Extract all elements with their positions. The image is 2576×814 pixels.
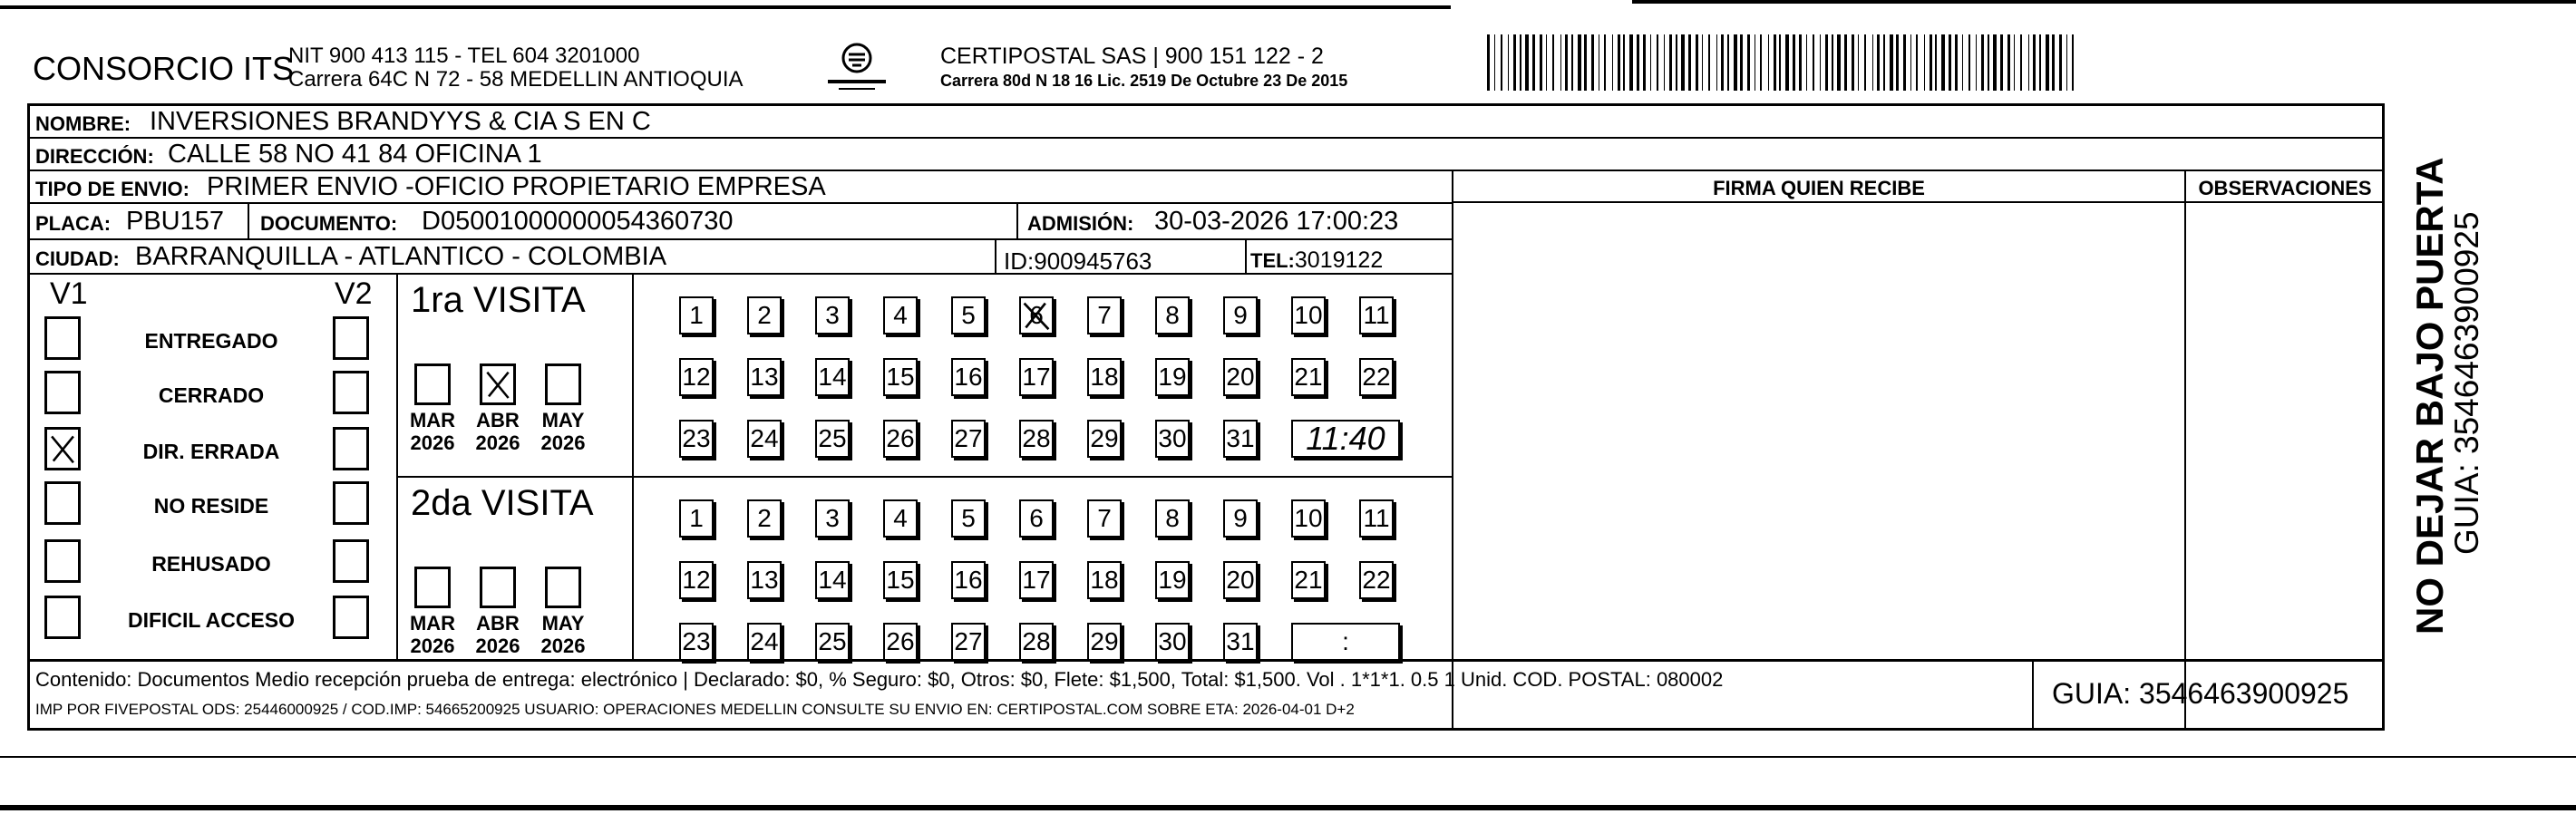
day-number: 31: [1226, 627, 1255, 655]
day-number: 24: [750, 424, 779, 452]
day-number: 21: [1294, 363, 1323, 391]
day-box[interactable]: [1019, 358, 1054, 396]
day-box[interactable]: [1019, 561, 1054, 599]
day-number: 15: [886, 363, 915, 391]
day-box[interactable]: [1087, 499, 1122, 538]
day-box[interactable]: [1359, 358, 1394, 396]
day-number: 18: [1090, 566, 1119, 594]
day-number: 7: [1097, 301, 1112, 329]
day-box[interactable]: [1155, 420, 1190, 458]
day-number: 23: [682, 424, 711, 452]
status-option-label: NO RESIDE: [153, 494, 269, 518]
visit2-title: 2da VISITA: [411, 483, 594, 523]
v2-checkbox[interactable]: [333, 481, 369, 525]
top-rule-right: [1632, 0, 2576, 4]
day-box[interactable]: [747, 623, 782, 661]
v1-checkbox[interactable]: [44, 427, 81, 470]
month-year: 2026: [540, 431, 586, 455]
time-value: 11:40: [1306, 420, 1385, 457]
day-box[interactable]: [747, 420, 782, 458]
month-name: ABR: [476, 612, 520, 635]
observaciones-label: OBSERVACIONES: [2198, 177, 2372, 199]
status-option-label: DIR. ERRADA: [142, 440, 280, 463]
month-label: [471, 612, 525, 658]
month-checkbox[interactable]: [545, 363, 581, 405]
day-number: 4: [893, 504, 908, 532]
footer-imp-line: IMP POR FIVEPOSTAL ODS: 25446000925 / COD.IMP: 54665200925 USUARIO: OPERACIONES MEDELLIN CONSULTE SU ENVIO EN: CERTIPOSTAL.COM SOBRE ETA: 2026-04-01 D+2: [35, 701, 1355, 718]
day-box[interactable]: [1019, 499, 1054, 538]
day-box[interactable]: [815, 623, 850, 661]
day-number: 1: [689, 504, 704, 532]
v2-checkbox[interactable]: [333, 371, 369, 414]
day-box[interactable]: [951, 561, 986, 599]
company-address: Carrera 64C N 72 - 58 MEDELLIN ANTIOQUIA: [288, 67, 744, 92]
day-number: 14: [818, 363, 847, 391]
month-year: 2026: [475, 431, 520, 455]
day-box[interactable]: [747, 561, 782, 599]
day-box[interactable]: [1155, 296, 1190, 334]
day-number: 12: [682, 363, 711, 391]
day-box[interactable]: [883, 499, 918, 538]
admision-label: ADMISIÓN:: [1027, 212, 1134, 235]
ciudad-row: [30, 240, 1452, 275]
day-number: 14: [818, 566, 847, 594]
day-box[interactable]: [1087, 623, 1122, 661]
day-number: 19: [1158, 566, 1187, 594]
day-box[interactable]: [1223, 358, 1258, 396]
day-box[interactable]: [883, 296, 918, 334]
day-number: 29: [1090, 424, 1119, 452]
day-box[interactable]: [1019, 623, 1054, 661]
day-number: 25: [818, 424, 847, 452]
day-box[interactable]: [1155, 499, 1190, 538]
day-box[interactable]: [1223, 623, 1258, 661]
day-box[interactable]: [1087, 358, 1122, 396]
month-checkbox[interactable]: [414, 363, 451, 405]
day-number: 7: [1097, 504, 1112, 532]
day-number: 4: [893, 301, 908, 329]
tel-label: TEL:: [1250, 249, 1295, 272]
documento-value: D05001000000054360730: [422, 207, 734, 236]
month-name: ABR: [476, 409, 520, 431]
day-box[interactable]: [1155, 561, 1190, 599]
v2-checkbox[interactable]: [333, 596, 369, 639]
day-box[interactable]: [679, 296, 714, 334]
day-number: 16: [954, 566, 983, 594]
day-box[interactable]: [1223, 561, 1258, 599]
day-number: 23: [682, 627, 711, 655]
id-label: ID:: [1004, 247, 1035, 275]
day-box[interactable]: [747, 499, 782, 538]
day-box[interactable]: [951, 499, 986, 538]
day-number: 10: [1294, 301, 1323, 329]
v1-label: V1: [50, 276, 88, 311]
day-number: 3: [825, 504, 840, 532]
day-number: 16: [954, 363, 983, 391]
day-box[interactable]: [1291, 358, 1326, 396]
day-box[interactable]: [1019, 296, 1054, 334]
no-dejar-warning: NO DEJAR BAJO PUERTA: [2408, 157, 2451, 635]
month-label: [536, 409, 590, 455]
day-box[interactable]: [883, 623, 918, 661]
month-year: 2026: [410, 431, 455, 455]
day-box[interactable]: [679, 623, 714, 661]
day-box[interactable]: [1291, 296, 1326, 334]
postal-logo-icon: [821, 40, 893, 92]
day-number: 19: [1158, 363, 1187, 391]
footer-content-line: Contenido: Documentos Medio recepción prueba de entrega: electrónico | Declarado: $0, % Seguro: $0, Otros: $0, Flete: $1,500, Total: $1,500. Vol . 1*1*1. 0.5 1 Unid. COD. POSTAL: 080002: [35, 668, 1724, 691]
month-checkbox[interactable]: [480, 363, 516, 405]
month-year: 2026: [475, 635, 520, 658]
v2-checkbox[interactable]: [333, 539, 369, 583]
day-number: 31: [1226, 424, 1255, 452]
day-number: 26: [886, 424, 915, 452]
id-value: 900945763: [1034, 247, 1152, 275]
month-year: 2026: [540, 635, 586, 658]
day-number: 24: [750, 627, 779, 655]
day-number: 29: [1090, 627, 1119, 655]
v1-checkbox[interactable]: [44, 481, 81, 525]
day-number: 30: [1158, 424, 1187, 452]
nit-line: NIT 900 413 115 - TEL 604 3201000: [288, 44, 640, 68]
guia-box: GUIA: 3546463900925: [2052, 677, 2349, 710]
day-box[interactable]: [1087, 561, 1122, 599]
tipo-label: TIPO DE ENVIO:: [35, 178, 190, 200]
day-number: 13: [750, 363, 779, 391]
day-box[interactable]: [679, 420, 714, 458]
day-box[interactable]: [1223, 499, 1258, 538]
day-number: 2: [757, 301, 772, 329]
day-number: 9: [1233, 504, 1248, 532]
direccion-value: CALLE 58 NO 41 84 OFICINA 1: [168, 140, 542, 169]
day-number: 1: [689, 301, 704, 329]
day-number: 10: [1294, 504, 1323, 532]
day-number: 2: [757, 504, 772, 532]
status-option-label: ENTREGADO: [144, 329, 278, 353]
direccion-row: [30, 139, 2382, 171]
day-box[interactable]: [1359, 561, 1394, 599]
month-checkbox[interactable]: [414, 567, 451, 608]
rule-mid: [0, 756, 2576, 758]
day-box[interactable]: [1087, 420, 1122, 458]
day-number: 28: [1022, 627, 1051, 655]
day-number: 22: [1362, 363, 1391, 391]
status-option-label: REHUSADO: [151, 552, 271, 576]
month-name: MAY: [541, 612, 585, 635]
visit1-title: 1ra VISITA: [411, 280, 586, 320]
month-year: 2026: [410, 635, 455, 658]
documento-label: DOCUMENTO:: [260, 212, 398, 235]
day-number: 8: [1165, 301, 1180, 329]
day-number: 11: [1363, 504, 1390, 532]
day-box[interactable]: [951, 296, 986, 334]
tipo-row: [30, 171, 1452, 204]
tel-value: 3019122: [1294, 247, 1384, 273]
day-number: 20: [1226, 566, 1255, 594]
day-box[interactable]: [747, 296, 782, 334]
time-value: :: [1342, 627, 1349, 655]
day-number: 27: [954, 424, 983, 452]
month-label: [405, 409, 460, 455]
day-box[interactable]: [1019, 420, 1054, 458]
v1-checkbox[interactable]: [44, 596, 81, 639]
ciudad-value: BARRANQUILLA - ATLANTICO - COLOMBIA: [135, 242, 667, 271]
day-box[interactable]: [679, 499, 714, 538]
time-box[interactable]: [1291, 623, 1400, 661]
firma-label: FIRMA QUIEN RECIBE: [1713, 177, 1925, 199]
placa-label: PLACA:: [35, 212, 112, 235]
placa-value: PBU157: [126, 207, 225, 236]
day-box[interactable]: [747, 358, 782, 396]
tipo-value: PRIMER ENVIO -OFICIO PROPIETARIO EMPRESA: [207, 172, 826, 201]
v2-checkbox[interactable]: [333, 316, 369, 360]
month-checkbox[interactable]: [480, 567, 516, 608]
day-box[interactable]: [951, 623, 986, 661]
day-box[interactable]: [951, 420, 986, 458]
day-box[interactable]: [1155, 623, 1190, 661]
placa-row: [30, 204, 1452, 240]
month-name: MAR: [409, 612, 456, 635]
day-number: 17: [1022, 566, 1051, 594]
day-number: 12: [682, 566, 711, 594]
day-box[interactable]: [883, 561, 918, 599]
day-box[interactable]: [883, 420, 918, 458]
side-guia: GUIA: 3546463900925: [2448, 211, 2485, 555]
day-box[interactable]: [951, 358, 986, 396]
day-number: 26: [886, 627, 915, 655]
day-number: 11: [1363, 301, 1390, 329]
time-box[interactable]: [1291, 420, 1400, 458]
day-number: 27: [954, 627, 983, 655]
day-number: 8: [1165, 504, 1180, 532]
status-option-label: CERRADO: [158, 383, 265, 407]
month-name: MAY: [541, 409, 585, 431]
day-box[interactable]: [679, 561, 714, 599]
day-box[interactable]: [1155, 358, 1190, 396]
certipostal-line: CERTIPOSTAL SAS | 900 151 122 - 2: [940, 44, 1324, 69]
day-number: 13: [750, 566, 779, 594]
certipostal-address: Carrera 80d N 18 16 Lic. 2519 De Octubre 23 De 2015: [940, 72, 1348, 90]
admision-value: 30-03-2026 17:00:23: [1154, 207, 1399, 236]
delivery-form: [27, 103, 2385, 731]
day-number: 28: [1022, 424, 1051, 452]
day-box[interactable]: [815, 561, 850, 599]
day-number: 25: [818, 627, 847, 655]
nombre-label: NOMBRE:: [35, 112, 131, 135]
v2-label: V2: [335, 276, 373, 311]
v1-checkbox[interactable]: [44, 316, 81, 360]
day-box[interactable]: [883, 358, 918, 396]
direccion-label: DIRECCIÓN:: [35, 145, 154, 168]
v1-checkbox[interactable]: [44, 371, 81, 414]
day-number: 20: [1226, 363, 1255, 391]
day-box[interactable]: [1291, 499, 1326, 538]
day-box[interactable]: [1223, 296, 1258, 334]
day-number: 6: [1029, 504, 1044, 532]
day-box[interactable]: [815, 420, 850, 458]
month-name: MAR: [409, 409, 456, 431]
day-box[interactable]: [679, 358, 714, 396]
day-box[interactable]: [815, 358, 850, 396]
month-label: [536, 612, 590, 658]
month-label: [405, 612, 460, 658]
day-number: 9: [1233, 301, 1248, 329]
day-box[interactable]: [815, 499, 850, 538]
barcode-icon: [1487, 34, 2076, 91]
rule-bottom: [0, 805, 2576, 810]
day-number: 22: [1362, 566, 1391, 594]
company-name: CONSORCIO ITS: [33, 50, 295, 87]
day-number: 5: [961, 504, 976, 532]
day-number: 18: [1090, 363, 1119, 391]
nombre-value: INVERSIONES BRANDYYS & CIA S EN C: [150, 107, 651, 136]
ciudad-label: CIUDAD:: [35, 247, 120, 270]
day-number: 17: [1022, 363, 1051, 391]
day-number: 3: [825, 301, 840, 329]
day-number: 15: [886, 566, 915, 594]
top-rule-left: [0, 5, 1451, 9]
month-label: [471, 409, 525, 455]
v2-checkbox[interactable]: [333, 427, 369, 470]
day-box[interactable]: [1223, 420, 1258, 458]
day-box[interactable]: [815, 296, 850, 334]
day-box[interactable]: [1087, 296, 1122, 334]
day-number: 30: [1158, 627, 1187, 655]
day-box[interactable]: [1359, 296, 1394, 334]
nombre-row: [30, 106, 2382, 139]
day-box[interactable]: [1291, 561, 1326, 599]
day-number: 5: [961, 301, 976, 329]
v1-checkbox[interactable]: [44, 539, 81, 583]
day-number: 6: [1029, 301, 1044, 329]
status-option-label: DIFICIL ACCESO: [127, 608, 295, 632]
day-box[interactable]: [1359, 499, 1394, 538]
month-checkbox[interactable]: [545, 567, 581, 608]
day-number: 21: [1294, 566, 1323, 594]
